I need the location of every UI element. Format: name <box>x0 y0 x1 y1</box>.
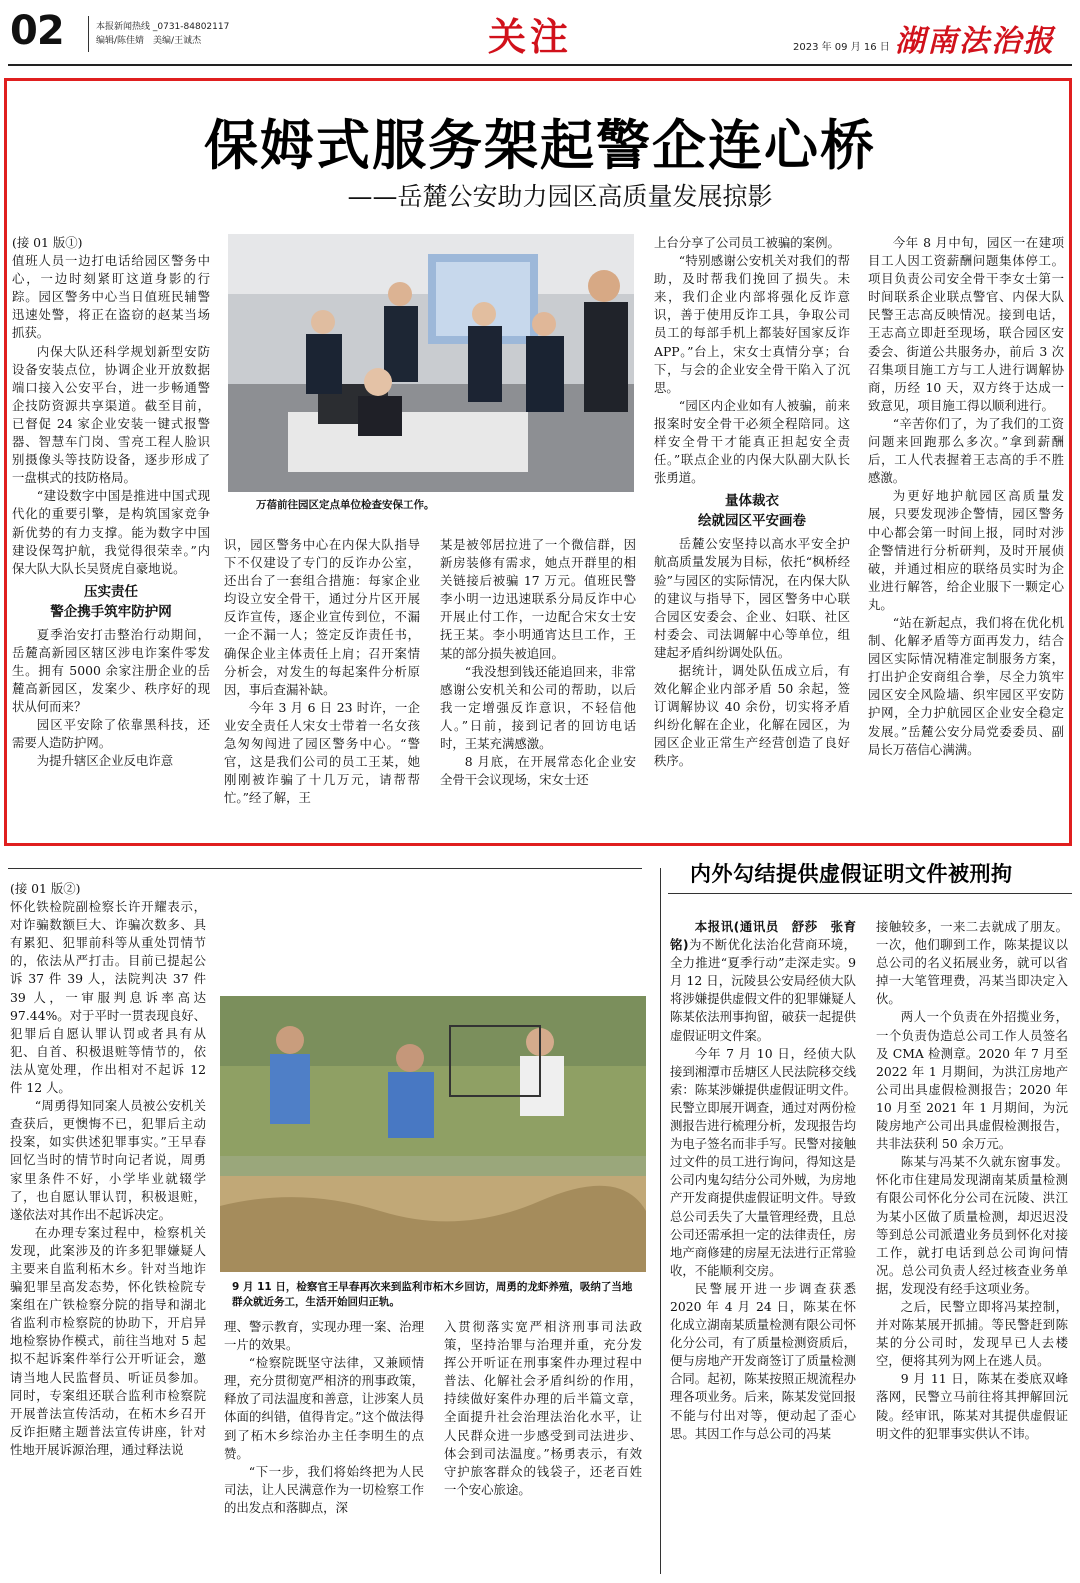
feature-headline: 保姆式服务架起警企连心桥 <box>204 114 876 177</box>
paragraph: 9 月 11 日，陈某在娄底双峰落网，民警立马前往将其押解回沅陵。经审讯，陈某对其提供虚假证明文件的犯罪事实供认不讳。 <box>876 1371 1068 1441</box>
article3-column-2 <box>876 918 1068 1574</box>
paragraph: 怀化铁检院副检察长许开耀表示，对诈骗数额巨大、诈骗次数多、具有累犯、犯罪前科等从重处罚情节的，依法从严打击。目前已提起公诉 37 件 39 人，法院判决 37 件 39 人，一审服判息诉率高达 97.44%。对于平时一贯表现良好、犯罪后自愿认罪认罚或者具有从犯、自首、积极退赃等情节的，依法从宽处理，作出相对不起诉 12 件 12 人。 <box>10 899 206 1096</box>
paragraph: “园区内企业如有人被骗，前来报案时安全骨干必须全程陪同。这样安全骨干才能真正担起安全责任。”联点企业的内保大队副大队长张勇道。 <box>654 397 850 486</box>
photo-caption: 万蓓前往园区定点单位检查安保工作。 <box>256 499 435 511</box>
paragraph: “站在新起点，我们将在优化机制、化解矛盾等方面再发力，结合园区实际情况精准定制服务方案，打出护企安商组合拳，尽全力筑牢园区安全风险墙、织牢园区平安防护网，全力护航园区企业安全稳定发展。”岳麓公安分局党委委员、副局长万蓓信心满满。 <box>868 614 1064 757</box>
editor-credits: 编辑/陈佳婧 美编/王诚杰 <box>96 36 202 46</box>
continued-note: (接 01 版②) <box>10 881 81 896</box>
paragraph: “建设数字中国是推进中国式现代化的重要引擎，是构筑国家竞争新优势的有力支撑。能为数字中国建设保驾护航，我觉得很荣幸。”内保大队大队长吴贤虎自豪地说。 <box>12 488 210 576</box>
article2-column-3 <box>444 1318 642 1574</box>
paragraph: 在办理专案过程中，检察机关发现，此案涉及的许多犯罪嫌疑人主要来自监利柘木乡。针对当地诈骗犯罪呈高发态势，怀化铁检院专案组在广铁检察分院的指导和湖北省监利市检察院的协助下，开启异地检察协作模式，前往当地对 5 起拟不起诉案件举行公开听证会，邀请当地人民监督员、听证员参加。同时，专案组还联合监利市检察院开展普法宣传活动，在柘木乡召开反诈拒赌主题普法宣传讲座，针对性地开展诉源治理，通过释法说 <box>10 1224 206 1457</box>
paragraph: 理、警示教育，实现办理一案、治理一片的效果。 <box>224 1319 424 1353</box>
paragraph: 为提升辖区企业反电诈意 <box>36 753 174 769</box>
section-heading: 绘就园区平安画卷 <box>698 513 806 530</box>
paragraph: 据统计，调处队伍成立后，有效化解企业内部矛盾 50 余起，签订调解协议 40 余份，切实将矛盾纠纷化解在企业，化解在园区，为园区企业正常生产经营创造了良好秩序。 <box>654 662 850 769</box>
section-name: 关注 <box>488 14 573 59</box>
paragraph: 岳麓公安坚持以高水平安全护航高质量发展为目标，依托“枫桥经验”与园区的实际情况，在内保大队的建议与指导下，园区警务中心联合园区安委会、企业、妇联、社区村委会、司法调解中心等单位，组建起矛盾纠纷调处队伍。 <box>654 536 850 660</box>
article3-column-1 <box>670 918 856 1574</box>
issue-date: 2023 年 09 月 16 日 <box>793 42 890 53</box>
paragraph: 陈某与冯某不久就东窗事发。怀化市住建局发现湖南某质量检测有限公司怀化分公司在沅陵、洪江为某小区做了质量检测，却迟迟没等到总公司派遣业务员到怀化对接工作，就打电话到总公司询问情况。总公司负责人经过核查业务单据，发现没有经手这项业务。 <box>876 1154 1068 1296</box>
police-inspection-photo-art <box>228 234 634 492</box>
article1-column-3 <box>440 536 636 836</box>
shrimp-farm-field-photo <box>220 996 646 1272</box>
paragraph: 8 月底，在开展常态化企业安全骨干会议现场，宋女士还 <box>440 754 636 788</box>
paragraph: 接触较多，一来二去就成了朋友。一次，他们聊到工作，陈某提议以总公司的名义拓展业务，就可以省掉一大笔管理费，冯某当即决定入伙。 <box>876 919 1068 1007</box>
paragraph: 两人一个负责在外招揽业务，一个负责伪造总公司工作人员签名及 CMA 检测章。2020 年 7 月至 2022 年 1 月期间，为洪江房地产公司出具虚假检测报告；2020 年 10 月至 2021 年 1 月期间，为沅陵房地产公司出具虚假检测报告，共非法获利 50 余万元。 <box>876 1009 1068 1152</box>
paragraph: “检察院既坚守法律，又兼顾情理，充分贯彻宽严相济的刑事政策，释放了司法温度和善意，让涉案人员体面的纠错，值得肯定。”这个做法得到了柘木乡综治办主任李明生的点赞。 <box>224 1355 424 1461</box>
section-heading: 量体裁衣 <box>725 493 779 510</box>
byline: 本报讯(通讯员 舒莎 张育铭) <box>670 919 856 953</box>
photo-caption: 9 月 11 日，检察官王早春再次来到监利市柘木乡回访，周勇的龙虾养殖，吸纳了当地群众就近务工，生活开始回归正轨。 <box>232 1281 633 1308</box>
paragraph: 夏季治安打击整治行动期间，岳麓高新园区辖区涉电诈案件零发生。拥有 5000 余家注册企业的岳麓高新园区，发案少、秩序好的现状从何而来？ <box>12 626 210 715</box>
article2-column-1 <box>10 880 206 1574</box>
article1-column-1 <box>12 234 210 838</box>
paragraph: “周勇得知同案人员被公安机关查获后，更懊悔不已，犯罪后主动投案，如实供述犯罪事实。”王早春回忆当时的情节时向记者说，周勇家里条件不好，小学毕业就辍学了，也自愿认罪认罚，积极退赃，遂依法对其作出不起诉决定。 <box>10 1098 206 1222</box>
paragraph: 某是被邻居拉进了一个微信群，因新房装修有需求，她点开群里的相关链接后被骗 17 万元。值班民警李小明一边迅速联系分局反诈中心开展止付工作，一边配合宋女士安抚王某。李小明通宵达旦工作，王某的部分损失被追回。 <box>440 537 636 661</box>
paragraph: 今年 3 月 6 日 23 时许，一企业安全责任人宋女士带着一名女孩急匆匆闯进了园区警务中心。“警官，这是我们公司的员工王某，她刚刚被诈骗了十几万元，请帮帮忙。”经了解，王 <box>224 699 420 806</box>
paragraph: 上台分享了公司员工被骗的案例。 <box>654 235 840 250</box>
section-rule <box>8 868 642 869</box>
masthead-rule <box>8 64 1072 66</box>
paragraph: 园区平安除了依靠黑科技，还需要人造防护网。 <box>12 717 210 751</box>
article3-headline: 内外勾结提供虚假证明文件被刑拘 <box>690 862 1013 886</box>
news-hotline: 本报新闻热线 _0731-84802117 <box>96 22 230 32</box>
article1-column-2 <box>224 536 420 836</box>
edit-info <box>96 20 229 48</box>
masthead-divider <box>88 16 89 52</box>
paragraph: 民警展开进一步调查获悉 2020 年 4 月 24 日，陈某在怀化成立湖南某质量检测有限公司怀化分公司，有了质量检测资质后，便与房地产开发商签订了质量检测合同。起初，陈某按照正规流程办理各项业务。后来，陈某发觉回报不能与付出对等，便动起了歪心思。其因工作与总公司的冯某 <box>670 1280 856 1441</box>
section-heading: 警企携手筑牢防护网 <box>50 603 172 620</box>
feature-subheadline: ——岳麓公安助力园区高质量发展掠影 <box>347 182 773 211</box>
paragraph: “我没想到钱还能追回来，非常感谢公安机关和公司的帮助，以后我一定增强反诈意识，不轻信他人。”日前，接到记者的回访电话时，王某充满感激。 <box>440 663 636 752</box>
paragraph: “特别感谢公安机关对我们的帮助，及时帮我们挽回了损失。未来，我们企业内部将强化反诈意识，善于使用反诈工具，争取公司员工的每部手机上都装好国家反诈 APP。”台上，宋女士真情分享；台下，与会的企业安全骨干陷入了沉思。 <box>654 253 850 395</box>
paragraph: 今年 8 月中旬，园区一在建项目工人因工资薪酬问题集体停工。项目负责公司安全骨干李女士第一时间联系企业联点警官、内保大队民警王志高反映情况。接到电话，王志高立即赶至现场，联合园区安委会、街道公共服务办，前后 3 次召集项目施工方与工人进行调解协商，历经 10 天，双方终于达成一致意见，项目施工得以顺利进行。 <box>868 235 1064 413</box>
paragraph: “辛苦你们了，为了我们的工资问题来回跑那么多次。”拿到薪酬后，工人代表握着王志高的手不胜感激。 <box>868 415 1064 486</box>
headline-rule <box>668 893 1072 894</box>
article2-column-2 <box>224 1318 424 1574</box>
paragraph: 为更好地护航园区高质量发展，只要发现涉企警情，园区警务中心都会第一时间上报，同时对涉企警情进行分析研判，及时开展侦破，并通过相应的联络员实时为企业进行解答，给企业服下一颗定心丸。 <box>868 488 1064 612</box>
paragraph: 今年 7 月 10 日，经侦大队接到湘潭市岳塘区人民法院移交线索：陈某涉嫌提供虚假证明文件。民警立即展开调查，通过对两份检测报告进行梳理分析，发现报告均为电子签名而非手写。民警对接触过文件的员工进行询问，得知这是公司内鬼勾结分公司外贼，为房地产开发商提供虚假证明文件。导致总公司丢失了大量管理经费，且总公司还需承担一定的法律责任，房地产商修建的房屋无法进行正常验收，不能顺利交房。 <box>670 1045 856 1278</box>
paragraph: 为不断优化法治化营商环境，全力推进“夏季行动”走深走实。9 月 12 日，沅陵县公安局经侦大队将涉嫌提供虚假文件的犯罪嫌疑人陈某依法刑事拘留，破获一起提供虚假证明文件案。 <box>670 937 856 1043</box>
paragraph: “下一步，我们将始终把为人民司法，让人民满意作为一切检察工作的出发点和落脚点，深 <box>224 1463 424 1515</box>
paragraph: 入贯彻落实宽严相济刑事司法政策，坚持治罪与治理并重，充分发挥公开听证在刑事案件办理过程中普法、化解社会矛盾纠纷的作用，持续做好案件办理的后半篇文章，全面提升社会治理法治化水平，让人民群众进一步感受到司法进步、体会到司法温度。”杨勇表示，有效守护旅客群众的钱袋子，还老百姓一个安心旅途。 <box>444 1319 642 1497</box>
paragraph: 值班人员一边打电话给园区警务中心，一边时刻紧盯这道身影的行踪。园区警务中心当日值班民辅警迅速处警，将正在盗窃的赵某当场抓获。 <box>12 253 210 341</box>
paragraph: 识，园区警务中心在内保大队指导下不仅建设了专门的反诈办公室，还出台了一套组合措施：每家企业均设立安全骨干，通过分片区开展反诈宣传，逐企业宣传到位，不漏一企不漏一人；签定反诈责任书，确保企业主体责任上肩；召开案情分析会，对发生的每起案件分析原因，事后查漏补缺。 <box>224 537 420 697</box>
paragraph: 内保大队还科学规划新型安防设备安装点位，协调企业开放数据端口接入公安平台，进一步畅通警企技防资源共享渠道。截至目前，已督促 24 家企业安装一键式报警器、智慧车门岗、雪亮工程人脸识别摄像头等技防设备，逐步形成了一盘棋式的技防格局。 <box>12 343 210 486</box>
page-number: 02 <box>10 8 64 54</box>
continued-note: (接 01 版①) <box>12 235 83 250</box>
article1-column-5 <box>868 234 1064 838</box>
masthead <box>0 0 1080 66</box>
police-inspection-photo <box>228 234 634 492</box>
section-heading: 压实责任 <box>84 583 138 600</box>
shrimp-farm-field-photo-art <box>220 996 646 1272</box>
article1-column-4 <box>654 234 850 838</box>
column-divider <box>660 868 661 1574</box>
newspaper-logo: 湖南法治报 <box>895 24 1055 59</box>
paragraph: 之后，民警立即将冯某控制，并对陈某展开抓捕。等民警赶到陈某的分公司时，发现早已人去楼空，便将其列为网上在逃人员。 <box>876 1298 1068 1369</box>
